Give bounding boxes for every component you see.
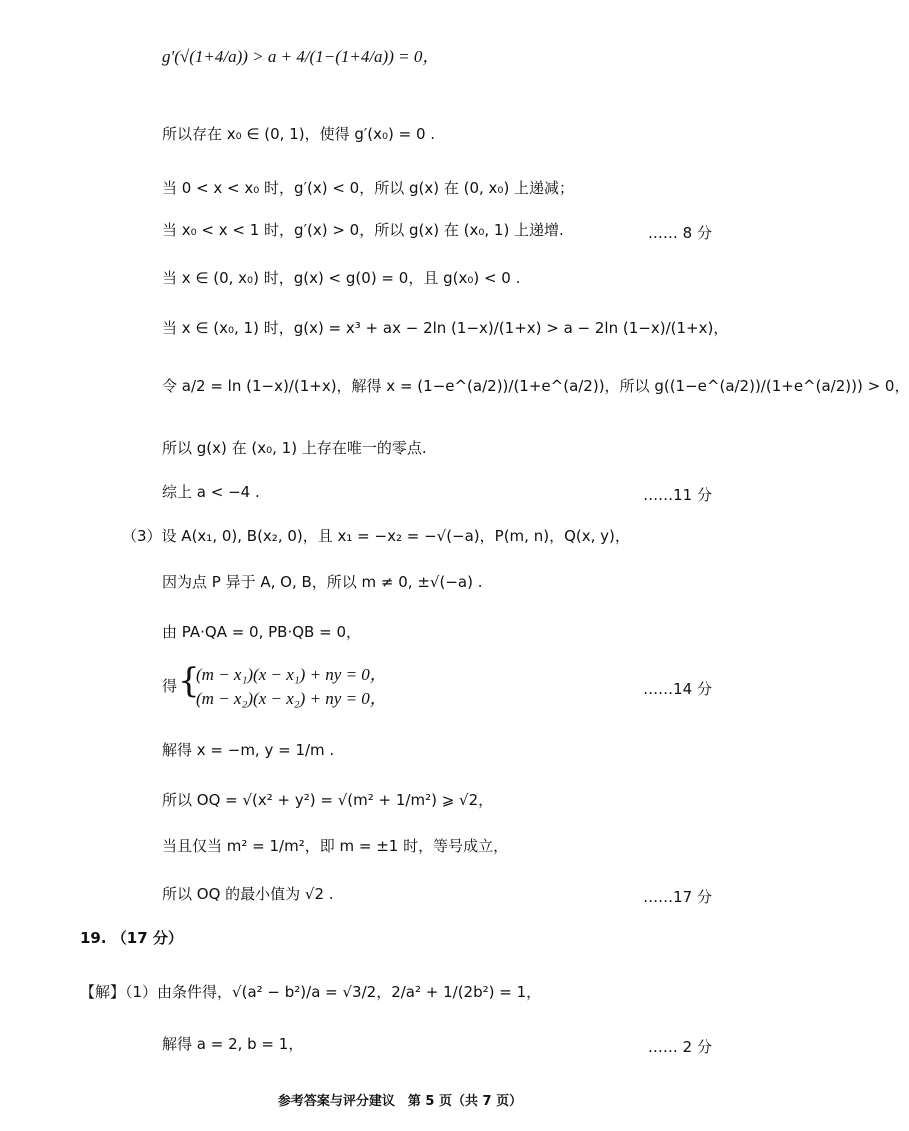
line-q19-solution: 解得 a = 2, b = 1， [162, 1035, 304, 1053]
line-solve-x: 令 a/2 = ln (1−x)/(1+x)，解得 x = (1−e^(a/2))/(1+e^(a/2))，所以 g((1−e^(a/2))/(1+e^(a/2))) > 0， [162, 377, 909, 395]
line-unique-zero: 所以 g(x) 在 (x₀, 1) 上存在唯一的零点. [162, 439, 427, 457]
score-14: ……14 分 [643, 680, 712, 698]
score-17: ……17 分 [643, 888, 712, 906]
line-increasing: 当 x₀ < x < 1 时，g′(x) > 0，所以 g(x) 在 (x₀, 1) 上递增. [162, 221, 564, 239]
line-solve-xy: 解得 x = −m, y = 1/m . [162, 741, 335, 759]
line-dot-products: 由 PA·QA = 0, PB·QB = 0， [162, 623, 361, 641]
line-equality-condition: 当且仅当 m² = 1/m²，即 m = ±1 时，等号成立， [162, 837, 509, 855]
line-exists-x0: 所以存在 x₀ ∈ (0, 1)，使得 g′(x₀) = 0 . [162, 125, 436, 143]
line-oq-inequality: 所以 OQ = √(x² + y²) = √(m² + 1/m²) ⩾ √2， [162, 791, 494, 809]
system-brace: { [178, 661, 200, 701]
line-decreasing: 当 0 < x < x₀ 时，g′(x) < 0，所以 g(x) 在 (0, x₀) 上递减； [162, 179, 575, 197]
line-gprime-inequality: g′(√(1+4/a)) > a + 4/(1−(1+4/a)) = 0， [162, 47, 440, 66]
line-g-negative: 当 x ∈ (0, x₀) 时，g(x) < g(0) = 0，且 g(x₀) < 0 . [162, 269, 521, 287]
line-system-eq1: (m − x₁)(x − x₁) + ny = 0， [196, 665, 387, 684]
line-g-expression: 当 x ∈ (x₀, 1) 时，g(x) = x³ + ax − 2ln (1−x)/(1+x) > a − 2ln (1−x)/(1+x)， [162, 319, 729, 337]
line-system-eq2: (m − x₂)(x − x₂) + ny = 0， [196, 689, 387, 708]
score-11: ……11 分 [643, 486, 712, 504]
score-2: …… 2 分 [647, 1038, 712, 1056]
line-q19-conditions: 【解】（1）由条件得，√(a² − b²)/a = √3/2，2/a² + 1/(2b²) = 1， [80, 983, 542, 1001]
line-oq-minimum: 所以 OQ 的最小值为 √2 . [162, 885, 334, 903]
label-de: 得 [162, 677, 178, 695]
line-conclusion-a: 综上 a < −4 . [162, 483, 260, 501]
line-part3-setup: （3）设 A(x₁, 0), B(x₂, 0)，且 x₁ = −x₂ = −√(−a)，P(m, n)，Q(x, y)， [122, 527, 630, 545]
score-8: …… 8 分 [647, 224, 712, 242]
line-point-p: 因为点 P 异于 A, O, B，所以 m ≠ 0, ±√(−a) . [162, 573, 483, 591]
page-footer: 参考答案与评分建议 第 5 页（共 7 页） [277, 1094, 523, 1109]
question-19-header: 19. （17 分） [80, 929, 183, 947]
